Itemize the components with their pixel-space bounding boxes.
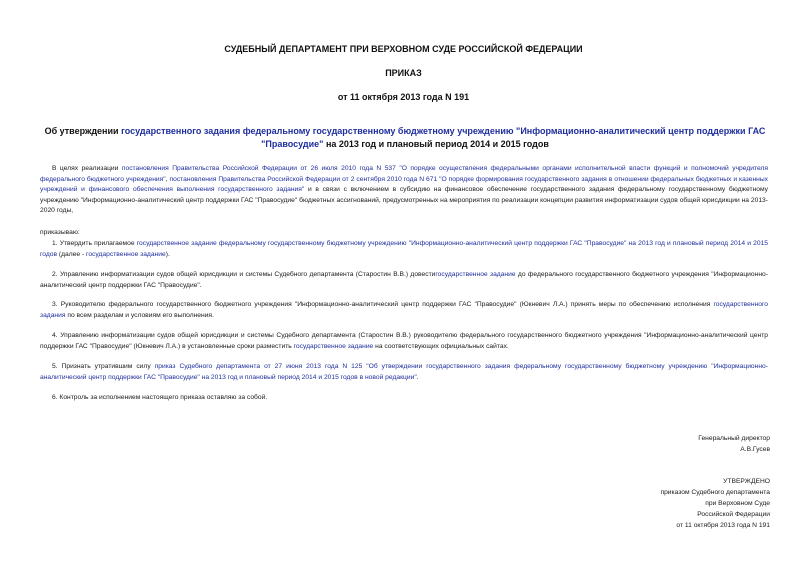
item-2 [40,270,768,291]
preamble-link-2[interactable]: постановления Правительства Российской Федерации от 2 сентября 2010 года N 671 "О порядке формирования государственного задания в отношении федеральных бюджетных и казенных учреждений и финансового обеспечения выполнения государственного задания" [40,175,768,194]
header-doc-type: ПРИКАЗ [385,68,422,78]
approval-line-4: Российской Федерации [697,511,770,518]
item-5-text-1: 5. Признать утратившим силу [52,363,155,370]
preamble-text-3: и в связи с включением в субсидию на финансовое обеспечение государственного задания федеральному государственному бюджетному учреждению "Информационно-аналитический центр поддержки ГАС "Правосудие" бюджетных ассигнований, предусмотренных на мероприятия по реализации концепции развития информатизации судов общей юрисдикции на 2013-2020 годы, [40,186,768,215]
item-1-text-1: 1. Утвердить прилагаемое [52,240,137,247]
item-1-text-2: (далее - [57,250,87,258]
item-3-link-1[interactable]: государственного задания [40,301,768,319]
item-3 [40,300,768,321]
item-5 [40,362,768,383]
item-1-link-2[interactable]: государственное задание [86,250,166,258]
title-prefix: Об утверждении [44,126,122,136]
signature-name: А.В.Гусев [740,446,770,453]
document-title [40,125,770,150]
approval-line-5: от 11 октября 2013 года N 191 [676,522,770,529]
item-5-text-2: . [416,373,419,381]
item-6-text-1: 6. Контроль за исполнением настоящего приказа оставляю за собой. [52,394,268,401]
signature-position: Генеральный директор [698,435,770,442]
approval-line-3: при Верховном Суде [705,500,770,507]
approval-line-1: УТВЕРЖДЕНО [723,478,770,485]
item-1 [40,239,768,260]
item-2-link-1[interactable]: государственное задание [435,271,516,278]
item-5-link-1[interactable]: приказ Судебного департамента от 27 июня 2013 года N 125 "Об утверждении государственного задания федеральному государственному бюджетному учреждению "Информационно-аналитический центр поддержки ГАС "Правосудие" на 2013 год и плановый период 2014 и 2015 годов в новой редакции" [40,363,768,381]
order-word: приказываю: [40,229,80,236]
header-org: СУДЕБНЫЙ ДЕПАРТАМЕНТ ПРИ ВЕРХОВНОМ СУДЕ РОССИЙСКОЙ ФЕДЕРАЦИИ [224,44,583,54]
item-1-link-1[interactable]: государственное задание федеральному государственному бюджетному учреждению "Информационно-аналитический центр поддержки ГАС "Правосудие" на 2013 год и плановый период 2014 и 2015 годов [40,240,769,258]
header-doc-date: от 11 октября 2013 года N 191 [337,92,470,102]
preamble-paragraph [40,164,768,217]
item-3-text-2: по всем разделам и условиям его выполнения. [65,311,214,319]
item-2-text-2: до федерального государственного бюджетного учреждения "Информационно-аналитический центр поддержки ГАС "Правосудие". [40,271,768,289]
item-4-text-2: на соответствующих официальных сайтах. [373,342,509,350]
item-6 [40,393,768,404]
item-3-text-1: 3. Руководителю федерального государственного бюджетного учреждения "Информационно-аналитический центр поддержки ГАС "Правосудие" (Юкневич Л.А.) принять меры по обеспечению исполнения [52,301,714,308]
item-4-link-1[interactable]: государственное задание [293,342,374,350]
preamble-link-1[interactable]: постановления Правительства Российской Федерации от 26 июля 2010 года N 537 "О порядке осуществления федеральными органами исполнительной власти функций и полномочий учредителя федерального бюджетного учреждения" [40,165,768,183]
item-2-text-1: 2. Управлению информатизации судов общей юрисдикции и системы Судебного департамента (Старостин В.В.) довести [52,271,436,278]
approval-line-2: приказом Судебного департамента [660,489,770,496]
item-4 [40,331,768,352]
item-1-text-3: ). [165,250,170,258]
preamble-text-1: В целях реализации [52,165,122,172]
title-link[interactable]: государственного задания федеральному государственному бюджетному учреждению "Информационно-аналитический центр поддержки ГАС "Правосудие" [121,126,766,149]
title-suffix: на 2013 год и плановый период 2014 и 2015 годов [323,138,549,149]
preamble-text-2: , [165,175,170,183]
item-4-text-1: 4. Управлению информатизации судов общей юрисдикции и системы Судебного департамента (Старостин В.В.) руководителю федерального государственного бюджетного учреждения "Информационно-аналитический центр поддержки ГАС "Правосудие" (Юкневич Л.А.) в установленные сроки разместить [40,332,768,350]
